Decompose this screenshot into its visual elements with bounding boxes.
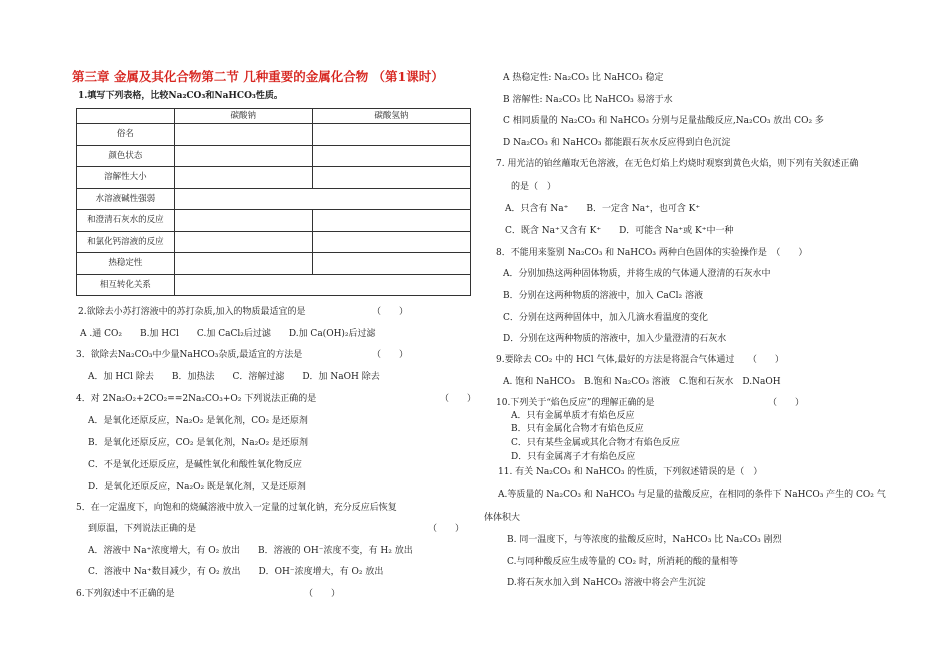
- table-row: [77, 231, 471, 253]
- table-cell: [174, 231, 312, 253]
- question-6-option-b: B 溶解性: Na₂CO₃ 比 NaHCO₃ 易溶于水: [503, 95, 673, 105]
- table-row-label: 溶解性大小: [77, 167, 175, 189]
- table-cell: [312, 145, 470, 167]
- question-9: 9.要除去 CO₂ 中的 HCl 气体,最好的方法是将混合气体通过 （ ）: [496, 355, 784, 365]
- question-5: 5．在一定温度下，向饱和的烧碱溶液中放入一定量的过氧化钠，充分反应后恢复: [76, 503, 397, 513]
- question-2-options: A .通 CO₂ B.加 HCl C.加 CaCl₂后过滤 D.加 Ca(OH)₂后过滤: [80, 329, 376, 339]
- table-header-sodium-bicarbonate: 碳酸氢钠: [312, 109, 470, 124]
- table-row-label: 颜色状态: [77, 145, 175, 167]
- table-cell: [312, 253, 470, 275]
- comparison-table: [76, 108, 471, 296]
- question-10-option-a: A．只有金属单质才有焰色反应: [511, 411, 635, 421]
- table-cell: [312, 167, 470, 189]
- question-4-option-b: B．是氧化还原反应，CO₂ 是氧化剂，Na₂O₂ 是还原剂: [88, 438, 309, 448]
- table-row: [77, 145, 471, 167]
- question-5-options-ab: A．溶液中 Na⁺浓度增大，有 O₂ 放出 B．溶液的 OH⁻浓度不变，有 H₂ 放出: [88, 546, 413, 556]
- question-7-options-ab: A．只含有 Na⁺ B．一定含 Na⁺，也可含 K⁺: [505, 204, 701, 214]
- question-4-option-c: C．不是氧化还原反应，是碱性氧化和酸性氧化物反应: [88, 460, 302, 470]
- question-4-option-d: D．是氧化还原反应，Na₂O₂ 既是氧化剂，又是还原剂: [88, 482, 306, 492]
- question-3-answer-paren: （ ）: [372, 350, 409, 360]
- question-3-options: A．加 HCl 除去 B．加热法 C．溶解过滤 D．加 NaOH 除去: [88, 372, 380, 382]
- table-cell: [312, 210, 470, 232]
- table-cell: [174, 188, 470, 210]
- table-header-sodium-carbonate: 碳酸钠: [174, 109, 312, 124]
- question-6-option-d: D Na₂CO₃ 和 NaHCO₃ 都能跟石灰水反应得到白色沉淀: [503, 138, 731, 148]
- question-7-options-cd: C．既含 Na⁺又含有 K⁺ D．可能含 Na⁺或 K⁺中一种: [505, 226, 734, 236]
- question-5-continued: 到原温，下列说法正确的是: [88, 524, 197, 534]
- question-8-option-c: C．分别在这两种固体中，加入几滴水看温度的变化: [503, 313, 708, 323]
- table-row-label: 水溶液碱性强弱: [77, 188, 175, 210]
- question-9-options: A. 饱和 NaHCO₃ B.饱和 Na₂CO₃ 溶液 C.饱和石灰水 D.NaOH: [503, 377, 781, 387]
- table-header-blank: [77, 109, 175, 124]
- question-4-answer-paren: （ ）: [440, 394, 477, 404]
- question-4-option-a: A．是氧化还原反应，Na₂O₂ 是氧化剂，CO₂ 是还原剂: [88, 416, 308, 426]
- question-10-answer-paren: （ ）: [768, 398, 805, 408]
- table-cell: [174, 145, 312, 167]
- table-cell: [174, 124, 312, 146]
- question-8-option-d: D．分别在这两种物质的溶液中，加入少量澄清的石灰水: [503, 334, 727, 344]
- table-header-row: [77, 109, 471, 124]
- question-6-answer-paren: （ ）: [304, 589, 341, 599]
- question-10-option-d: D．只有金属离子才有焰色反应: [511, 452, 636, 462]
- table-cell: [174, 167, 312, 189]
- table-row: [77, 274, 471, 296]
- question-7: 7. 用光洁的铂丝蘸取无色溶液，在无色灯焰上灼烧时观察到黄色火焰，则下列有关叙述正确: [496, 159, 859, 169]
- table-row-label: 和澄清石灰水的反应: [77, 210, 175, 232]
- question-3: 3．欲除去Na₂CO₃中少量NaHCO₃杂质,最适宜的方法是: [76, 350, 303, 360]
- question-11-option-a-continued: 体体积大: [484, 513, 521, 523]
- question-2: 2.欲除去小苏打溶液中的苏打杂质,加入的物质最适宜的是: [78, 307, 306, 317]
- question-8-option-a: A．分别加热这两种固体物质，并将生成的气体通人澄清的石灰水中: [503, 269, 771, 279]
- table-row: [77, 188, 471, 210]
- question-10-option-b: B．只有金属化合物才有焰色反应: [511, 424, 644, 434]
- table-row: [77, 167, 471, 189]
- question-10: 10.下列关于“焰色反应”的理解正确的是: [496, 398, 655, 408]
- question-6-option-a: A 热稳定性: Na₂CO₃ 比 NaHCO₃ 稳定: [503, 73, 664, 83]
- table-cell: [312, 231, 470, 253]
- question-6: 6.下列叙述中不正确的是: [76, 589, 175, 599]
- question-6-option-c: C 相同质量的 Na₂CO₃ 和 NaHCO₃ 分别与足量盐酸反应,Na₂CO₃ 放出 CO₂ 多: [503, 116, 824, 126]
- table-row-label: 俗名: [77, 124, 175, 146]
- question-8-option-b: B．分别在这两种物质的溶液中，加入 CaCl₂ 溶液: [503, 291, 703, 301]
- question-10-option-c: C．只有某些金属或其化合物才有焰色反应: [511, 438, 680, 448]
- question-5-options-cd: C．溶液中 Na⁺数目减少，有 O₂ 放出 D．OH⁻浓度增大，有 O₂ 放出: [88, 567, 384, 577]
- question-2-answer-paren: （ ）: [372, 307, 409, 317]
- table-cell: [174, 253, 312, 275]
- table-row: [77, 210, 471, 232]
- table-row: [77, 253, 471, 275]
- question-11-option-d: D.将石灰水加入到 NaHCO₃ 溶液中将会产生沉淀: [507, 578, 706, 588]
- table-row-label: 相互转化关系: [77, 274, 175, 296]
- question-7-continued: 的是（ ）: [511, 182, 557, 192]
- table-row-label: 和氯化钙溶液的反应: [77, 231, 175, 253]
- question-11-option-a: A.等质量的 Na₂CO₃ 和 NaHCO₃ 与足量的盐酸反应，在相同的条件下 NaHCO₃ 产生的 CO₂ 气: [498, 490, 886, 500]
- table-cell: [312, 124, 470, 146]
- page-title: 第三章 金属及其化合物第二节 几种重要的金属化合物 （第1课时）: [72, 69, 444, 84]
- question-11-option-c: C.与同种酸反应生成等量的 CO₂ 时，所消耗的酸的量相等: [507, 557, 739, 567]
- question-8: 8．不能用来鉴别 Na₂CO₃ 和 NaHCO₃ 两种白色固体的实验操作是 （ ）: [496, 248, 808, 258]
- question-11-option-b: B. 同一温度下，与等浓度的盐酸反应时，NaHCO₃ 比 Na₂CO₃ 剧烈: [507, 535, 782, 545]
- table-cell: [174, 274, 470, 296]
- table-cell: [174, 210, 312, 232]
- question-4: 4．对 2Na₂O₂+2CO₂==2Na₂CO₃+O₂ 下列说法正确的是: [76, 394, 317, 404]
- question-5-answer-paren: （ ）: [428, 524, 465, 534]
- table-row: [77, 124, 471, 146]
- question-1: 1.填写下列表格，比较Na₂CO₃和NaHCO₃性质。: [78, 91, 283, 101]
- table-row-label: 热稳定性: [77, 253, 175, 275]
- question-11: 11. 有关 Na₂CO₃ 和 NaHCO₃ 的性质，下列叙述错误的是（ ）: [498, 467, 763, 477]
